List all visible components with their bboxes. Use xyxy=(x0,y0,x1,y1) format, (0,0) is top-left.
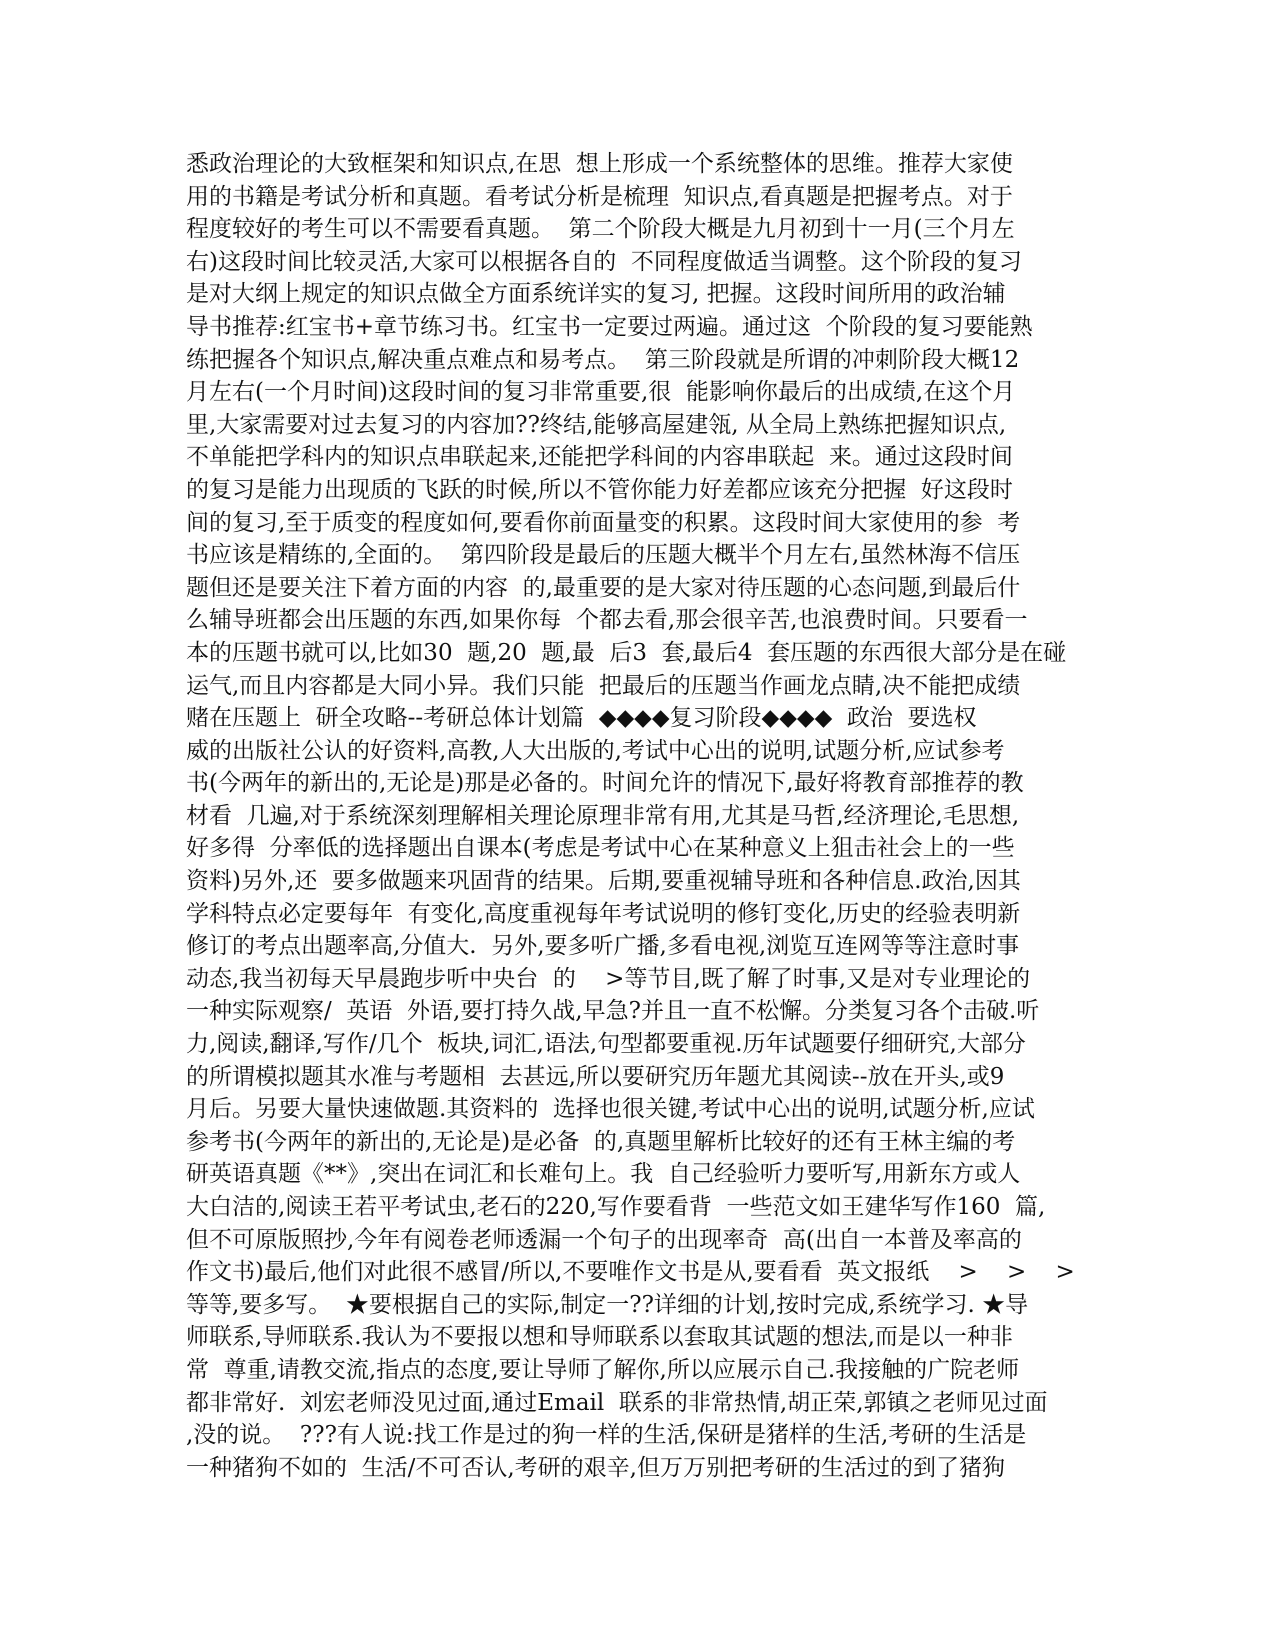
text-line: 师联系,导师联系.我认为不要报以想和导师联系以套取其试题的想法,而是以一种非 xyxy=(186,1324,1013,1351)
text-line: 不单能把学科内的知识点串联起来,还能把学科间的内容串联起 来。通过这段时间 xyxy=(186,444,1013,471)
body-text xyxy=(186,148,1086,1484)
text-line: 参考书(今两年的新出的,无论是)是必备 的,真题里解析比较好的还有王林主编的考 xyxy=(186,1128,1016,1155)
text-line: 练把握各个知识点,解决重点难点和易考点。 第三阶段就是所谓的冲刺阶段大概12 xyxy=(186,346,1020,373)
text-line: 月左右(一个月时间)这段时间的复习非常重要,很 能影响你最后的出成绩,在这个月 xyxy=(186,379,1016,406)
text-line: 资料)另外,还 要多做题来巩固背的结果。后期,要重视辅导班和各种信息.政治,因其 xyxy=(186,868,1021,895)
text-line: 大白洁的,阅读王若平考试虫,老石的220,写作要看背 一些范文如王建华写作160 篇, xyxy=(186,1194,1046,1220)
text-line: 研英语真题《**》,突出在词汇和长难句上。我 自己经验听力要听写,用新东方或人 xyxy=(186,1161,1021,1188)
text-line: ,没的说。 ???有人说:找工作是过的狗一样的生活,保研是猪样的生活,考研的生活是 xyxy=(186,1422,1027,1449)
text-line: 的所谓模拟题其水准与考题相 去甚远,所以要研究历年题尤其阅读--放在开头,或9 xyxy=(186,1063,1005,1090)
text-line: 材看 几遍,对于系统深刻理解相关理论原理非常有用,尤其是马哲,经济理论,毛思想, xyxy=(186,802,1020,829)
text-line: 导书推荐:红宝书+章节练习书。红宝书一定要过两遍。通过这 个阶段的复习要能熟 xyxy=(186,313,1033,340)
text-line: 作文书)最后,他们对此很不感冒/所以,不要唯作文书是从,要看看 英文报纸 > > > xyxy=(186,1259,1075,1286)
text-line: 但不可原版照抄,今年有阅卷老师透漏一个句子的出现率奇 高(出自一本普及率高的 xyxy=(186,1226,1022,1253)
text-line: 本的压题书就可以,比如30 题,20 题,最 后3 套,最后4 套压题的东西很大部分是在碰 xyxy=(186,639,1067,666)
text-line: 等等,要多写。 ★要根据自己的实际,制定一??详细的计划,按时完成,系统学习. ★导 xyxy=(186,1291,1029,1318)
text-line: 题但还是要关注下着方面的内容 的,最重要的是大家对待压题的心态问题,到最后什 xyxy=(186,574,1021,601)
text-line: 力,阅读,翻译,写作/几个 板块,词汇,语法,句型都要重视.历年试题要仔细研究,大部分 xyxy=(186,1031,1026,1058)
text-line: 右)这段时间比较灵活,大家可以根据各自的 不同程度做适当调整。这个阶段的复习 xyxy=(186,248,1022,275)
text-line: 一种实际观察/ 英语 外语,要打持久战,早急?并且一直不松懈。分类复习各个击破.听 xyxy=(186,998,1040,1025)
text-line: 的复习是能力出现质的飞跃的时候,所以不管你能力好差都应该充分把握 好这段时 xyxy=(186,476,1013,503)
text-line: 用的书籍是考试分析和真题。看考试分析是梳理 知识点,看真题是把握考点。对于 xyxy=(186,183,1013,210)
text-line: 学科特点必定要每年 有变化,高度重视每年考试说明的修钉变化,历史的经验表明新 xyxy=(186,900,1021,927)
text-line: 书(今两年的新出的,无论是)那是必备的。时间允许的情况下,最好将教育部推荐的教 xyxy=(186,770,1024,797)
text-line: 间的复习,至于质变的程度如何,要看你前面量变的积累。这段时间大家使用的参 考 xyxy=(186,509,1021,536)
text-line: 运气,而且内容都是大同小异。我们只能 把最后的压题当作画龙点睛,决不能把成绩 xyxy=(186,672,1021,699)
text-line: 动态,我当初每天早晨跑步听中央台 的 >等节目,既了解了时事,又是对专业理论的 xyxy=(186,965,1031,992)
text-line: 么辅导班都会出压题的东西,如果你每 个都去看,那会很辛苦,也浪费时间。只要看一 xyxy=(186,607,1028,634)
text-line: 常 尊重,请教交流,指点的态度,要让导师了解你,所以应展示自己.我接触的广院老师 xyxy=(186,1356,1020,1383)
text-line: 修订的考点出题率高,分值大. 另外,要多听广播,多看电视,浏览互连网等等注意时事 xyxy=(186,933,1020,960)
text-line: 里,大家需要对过去复习的内容加??终结,能够高屋建瓴, 从全局上熟练把握知识点, xyxy=(186,411,1007,438)
text-line: 悉政治理论的大致框架和知识点,在思 想上形成一个系统整体的思维。推荐大家使 xyxy=(186,151,1013,177)
text-line: 威的出版社公认的好资料,高教,人大出版的,考试中心出的说明,试题分析,应试参考 xyxy=(186,737,1005,764)
text-line: 都非常好. 刘宏老师没见过面,通过Email 联系的非常热情,胡正荣,郭镇之老师见过面 xyxy=(186,1389,1048,1416)
text-line: 好多得 分率低的选择题出自课本(考虑是考试中心在某种意义上狙击社会上的一些 xyxy=(186,835,1015,862)
text-line: 程度较好的考生可以不需要看真题。 第二个阶段大概是九月初到十一月(三个月左 xyxy=(186,216,1015,243)
text-line: 书应该是精练的,全面的。 第四阶段是最后的压题大概半个月左右,虽然林海不信压 xyxy=(186,542,1021,569)
text-line: 是对大纲上规定的知识点做全方面系统详实的复习, 把握。这段时间所用的政治辅 xyxy=(186,281,1006,308)
text-line: 一种猪狗不如的 生活/不可否认,考研的艰辛,但万万别把考研的生活过的到了猪狗 xyxy=(186,1454,1005,1481)
text-line: 月后。另要大量快速做题.其资料的 选择也很关键,考试中心出的说明,试题分析,应试 xyxy=(186,1096,1035,1123)
text-line: 赌在压题上 研全攻略--考研总体计划篇 ◆◆◆◆复习阶段◆◆◆◆ 政治 要选权 xyxy=(186,705,977,732)
